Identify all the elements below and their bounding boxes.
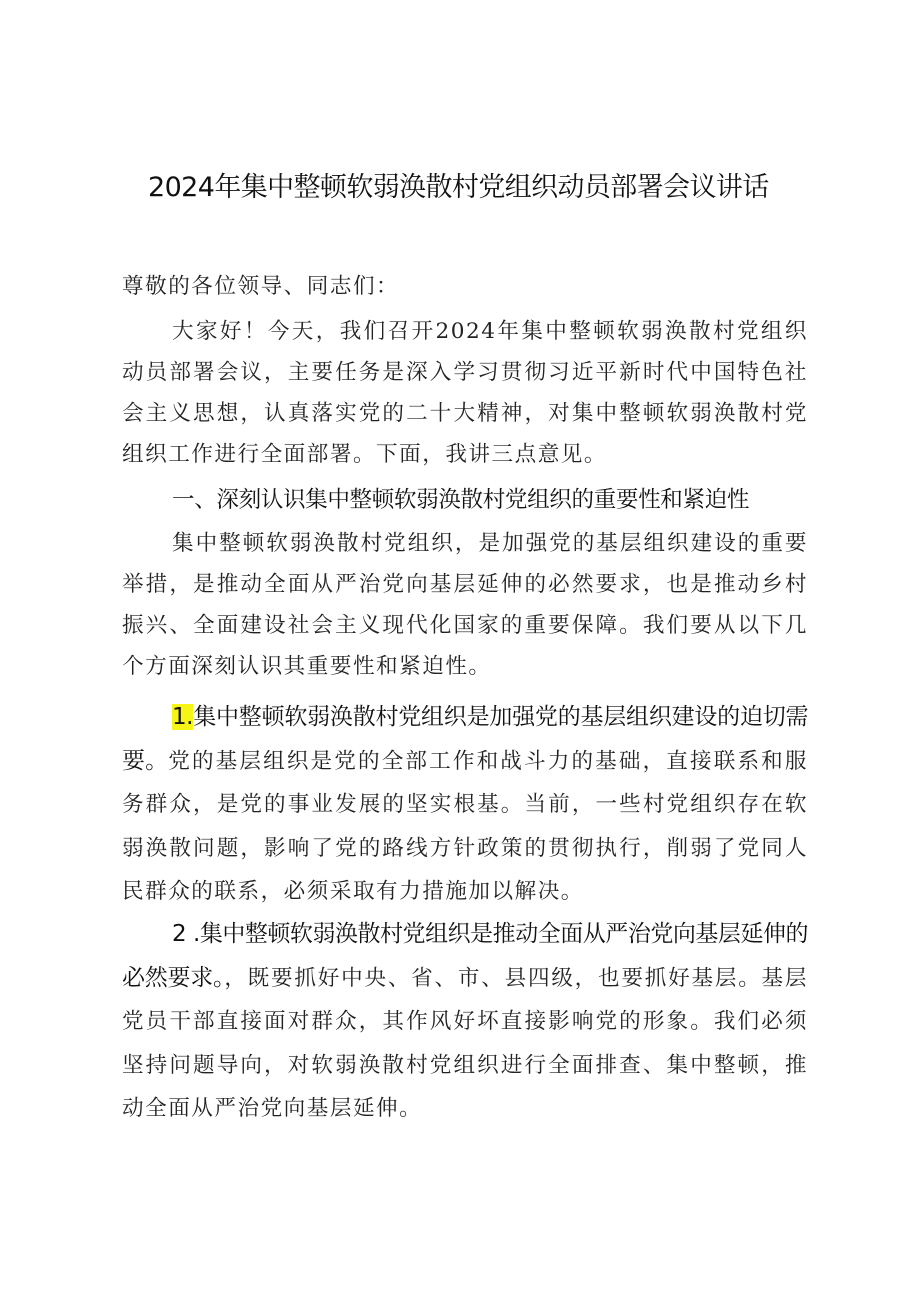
section-1-paragraph: 集中整顿软弱涣散村党组织，是加强党的基层组织建设的重要举措，是推动全面从严治党向基层延伸的必然要求，也是推动乡村振兴、全面建设社会主义现代化国家的重要保障。我们要从以下几个方面深刻认识其重要性和紧迫性。 [122, 531, 808, 679]
point-1-paragraph [122, 696, 808, 914]
point-2-number: 2 . [172, 921, 200, 947]
point-2-heading: 集中整顿软弱涣散村党组织是推动全面从严治党向基层延伸的必然要求。 [122, 921, 809, 991]
point-1-heading: 集中整顿软弱涣散村党组织是加强党的基层组织建设的迫切需要。 [122, 704, 808, 774]
salutation: 尊敬的各位领导、同志们： [122, 274, 400, 299]
document-title: 2024年集中整顿软弱涣散村党组织动员部署会议讲话 [148, 172, 769, 203]
intro-paragraph: 大家好！今天，我们召开2024年集中整顿软弱涣散村党组织动员部署会议，主要任务是深入学习贯彻习近平新时代中国特色社会主义思想，认真落实党的二十大精神，对集中整顿软弱涣散村党组织工作进行全面部署。下面，我讲三点意见。 [122, 319, 808, 467]
point-2-paragraph [122, 913, 808, 1131]
point-2-text: ，既要抓好中央、省、市、县四级，也要抓好基层。基层党员干部直接面对群众，其作风好坏直接影响党的形象。我们必须坚持问题导向，对软弱涣散村党组织进行全面排查、集中整顿，推动全面从严治党向基层延伸。 [122, 965, 808, 1121]
point-1-number: 1. [172, 704, 193, 730]
point-1-text: 党的基层组织是党的全部工作和战斗力的基础，直接联系和服务群众，是党的事业发展的坚实根基。当前，一些村党组织存在软弱涣散问题，影响了党的路线方针政策的贯彻执行，削弱了党同人民群众的联系，必须采取有力措施加以解决。 [122, 748, 808, 904]
section-1-heading: 一、深刻认识集中整顿软弱涣散村党组织的重要性和紧迫性 [172, 487, 750, 513]
